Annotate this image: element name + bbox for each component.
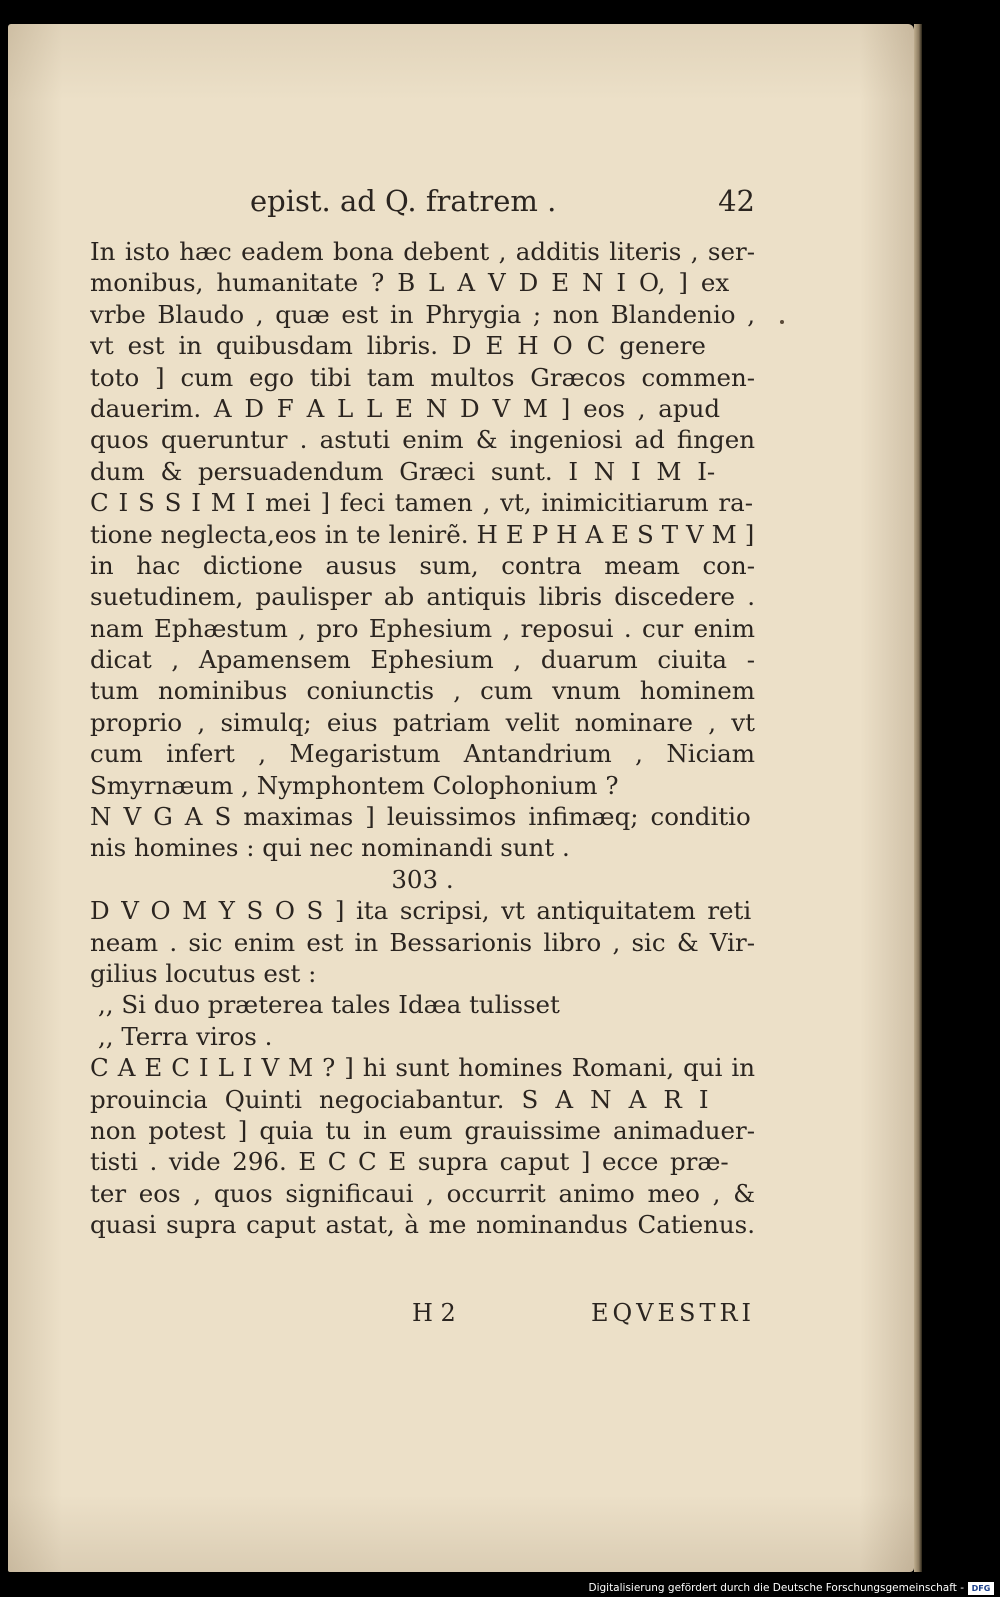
text-line [90, 895, 755, 926]
text-line [90, 519, 755, 550]
line-text: suetudinem, paulisper ab antiquis libris discedere . [90, 582, 755, 612]
text-line [90, 864, 755, 895]
line-text: dauerim. A D F A L L E N D V M ] eos , apud [90, 393, 721, 423]
text-line [90, 1021, 755, 1052]
text-line [90, 801, 755, 832]
running-title: epist. ad Q. fratrem . [250, 184, 557, 218]
line-text: dum & persuadendum Græci sunt. I N I M I- [90, 456, 716, 486]
line-text: monibus, humanitate ? B L A V D E N I O, ] ex [90, 268, 730, 298]
line-text: vrbe Blaudo , quæ est in Phrygia ; non Blandenio , [90, 299, 755, 329]
line-text: N V G A S maximas ] leuissimos infimæq; conditio [90, 802, 751, 832]
text-line [90, 707, 755, 738]
text-line [90, 927, 755, 958]
line-text: vt est in quibusdam libris. D E H O C genere [90, 331, 706, 361]
line-text: dicat , Apamensem Ephesium , duarum ciuita - [90, 645, 755, 675]
page-edge [914, 24, 922, 1572]
text-line [90, 362, 755, 393]
text-line [90, 1084, 755, 1115]
text-line [90, 267, 755, 298]
page-foot [90, 1297, 755, 1329]
ink-speck [780, 320, 784, 324]
line-text: proprio , simulq; eius patriam velit nominare , vt [90, 707, 755, 737]
signature-mark: H 2 [412, 1299, 456, 1327]
line-text: ,, Terra viros . [98, 1021, 273, 1051]
line-text: In isto hæc eadem bona debent , additis literis , ser- [90, 237, 755, 266]
text-line [90, 456, 755, 487]
text-line [90, 236, 755, 267]
running-head [250, 184, 755, 228]
text-line [90, 487, 755, 518]
text-line [90, 581, 755, 612]
text-line [90, 330, 755, 361]
line-text: neam . sic enim est in Bessarionis libro , sic & Vir- [90, 927, 755, 957]
line-text: C I S S I M I mei ] feci tamen , vt, inimicitiarum ra- [90, 488, 753, 518]
body-text [90, 236, 755, 1241]
text-line [90, 989, 755, 1020]
line-text: nis homines : qui nec nominandi sunt . [90, 833, 570, 863]
text-line [90, 1052, 755, 1083]
line-text: tisti . vide 296. E C C E supra caput ] ecce præ- [90, 1147, 729, 1177]
text-line [90, 613, 755, 644]
line-text: gilius locutus est : [90, 958, 317, 988]
text-line [90, 1178, 755, 1209]
funding-credit: Digitalisierung gefördert durch die Deutsche Forschungsgemeinschaft - [588, 1582, 964, 1594]
text-line [90, 675, 755, 706]
line-text: C A E C I L I V M ? ] hi sunt homines Romani, qui in [90, 1053, 755, 1083]
text-line [90, 1115, 755, 1146]
line-text: ter eos , quos significaui , occurrit animo meo , & [90, 1178, 755, 1208]
line-text: quos queruntur . astuti enim & ingeniosi ad fingen [90, 425, 755, 455]
text-line [90, 832, 755, 863]
text-line [90, 958, 755, 989]
line-text: D V O M Y S O S ] ita scripsi, vt antiquitatem reti [90, 896, 752, 926]
line-text: non potest ] quia tu in eum grauissime animaduer- [90, 1115, 755, 1145]
line-text: nam Ephæstum , pro Ephesium , reposui . cur enim [90, 613, 755, 643]
dfg-logo-icon: DFG [968, 1582, 994, 1595]
line-text: cum infert , Megaristum Antandrium , Niciam [90, 739, 755, 769]
text-line [90, 550, 755, 581]
line-text: Smyrnæum , Nymphontem Colophonium ? [90, 770, 619, 800]
text-line [90, 738, 755, 769]
catchword: EQVESTRI [590, 1299, 755, 1327]
text-line [90, 424, 755, 455]
line-text: toto ] cum ego tibi tam multos Græcos commen- [90, 362, 755, 392]
line-text: 303 . [391, 864, 454, 894]
line-text: prouincia Quinti negociabantur. S A N A R I [90, 1084, 709, 1114]
line-text: tione neglecta,eos in te lenirẽ. H E P H A E S T V M ] [90, 519, 755, 549]
text-line [90, 770, 755, 801]
text-line [90, 1209, 755, 1240]
line-text: ,, Si duo præterea tales Idæa tulisset [98, 990, 560, 1020]
line-text: quasi supra caput astat, à me nominandus Catienus. [90, 1210, 755, 1240]
text-line [90, 393, 755, 424]
text-line [90, 644, 755, 675]
folio-number: 42 [718, 184, 755, 218]
line-text: tum nominibus coniunctis , cum vnum hominem [90, 676, 755, 706]
line-text: in hac dictione ausus sum, contra meam con- [90, 550, 755, 580]
text-line [90, 1146, 755, 1177]
text-line [90, 299, 755, 330]
